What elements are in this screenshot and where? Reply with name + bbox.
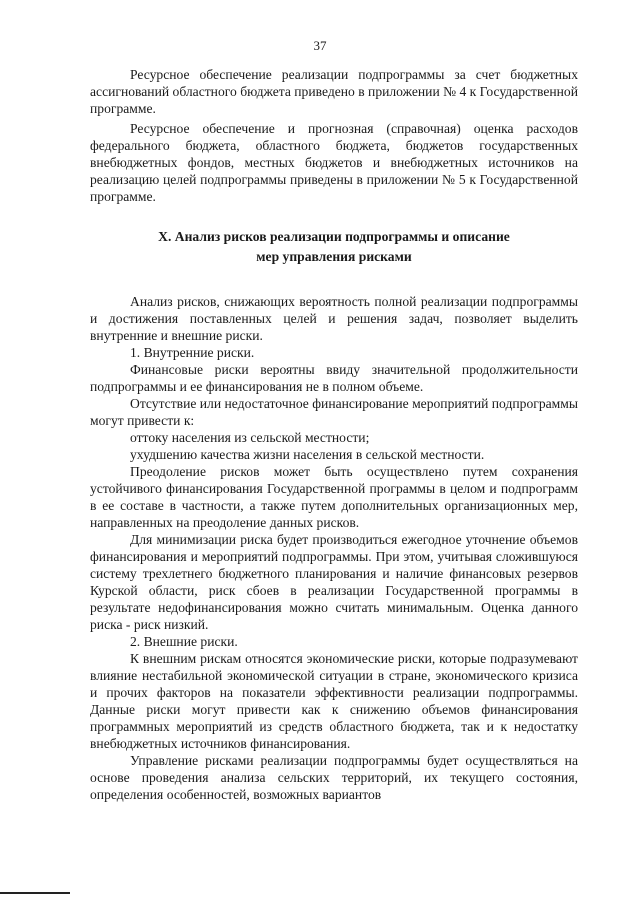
- paragraph-quality-of-life: ухудшению качества жизни населения в сельской местности.: [130, 447, 485, 462]
- paragraph-risk-minimization: Для минимизации риска будет производиться ежегодное уточнение объемов финансирования и мероприятий подпрограммы. При этом, учитывая сложившуюся систему трехлетнего бюджетного планирования и наличие финансовых резервов Курской области, риск сбоев в реализации Государственной программы в результате недофинансирования можно считать минимальным. Оценка данного риска - риск низкий.: [90, 532, 578, 632]
- section-heading-line-1: X. Анализ рисков реализации подпрограммы и описание: [158, 229, 510, 244]
- paragraph-population-outflow: оттоку населения из сельской местности;: [130, 430, 370, 445]
- paragraph-external-risks-title: 2. Внешние риски.: [130, 634, 238, 649]
- paragraph-economic-risks: К внешним рискам относятся экономические риски, которые подразумевают влияние нестабильной экономической ситуации в стране, экономического кризиса и прочих факторов на показатели эффективности реализации подпрограммы. Данные риски могут привести как к снижению объемов финансирования программных мероприятий из средств областного бюджета, так и к недостатку внебюджетных источников финансирования.: [90, 651, 578, 751]
- document-body: [90, 66, 578, 803]
- section-heading-line-2: мер управления рисками: [256, 249, 412, 264]
- section-heading: [90, 227, 578, 267]
- paragraph-risk-analysis: Анализ рисков, снижающих вероятность полной реализации подпрограммы и достижения поставленных целей и решения задач, позволяет выделить внутренние и внешние риски.: [90, 294, 578, 343]
- paragraph-insufficient-funding: Отсутствие или недостаточное финансирование мероприятий подпрограммы могут привести к:: [90, 396, 578, 428]
- page-number: 37: [313, 38, 327, 53]
- footer-rule: [0, 892, 70, 894]
- paragraph-risk-management: Управление рисками реализации подпрограммы будет осуществляться на основе проведения анализа сельских территорий, их текущего состояния, определения особенностей, возможных вариантов: [90, 753, 578, 802]
- paragraph-resource-forecast: Ресурсное обеспечение и прогнозная (справочная) оценка расходов федерального бюджета, областного бюджета, бюджетов государственных внебюджетных фондов, местных бюджетов и внебюджетных источников на реализацию целей подпрограммы приведены в приложении № 5 к Государственной программе.: [90, 121, 578, 204]
- paragraph-internal-risks-title: 1. Внутренние риски.: [130, 345, 255, 360]
- paragraph-risk-overcoming: Преодоление рисков может быть осуществлено путем сохранения устойчивого финансирования Государственной программы в целом и подпрограмм в ее составе в частности, а также путем дополнительных организационных мер, направленных на преодоление данных рисков.: [90, 464, 578, 530]
- paragraph-financial-risks: Финансовые риски вероятны ввиду значительной продолжительности подпрограммы и ее финансирования не в полном объеме.: [90, 362, 578, 394]
- paragraph-resource-provision: Ресурсное обеспечение реализации подпрограммы за счет бюджетных ассигнований областного бюджета приведено в приложении № 4 к Государственной программе.: [90, 67, 578, 116]
